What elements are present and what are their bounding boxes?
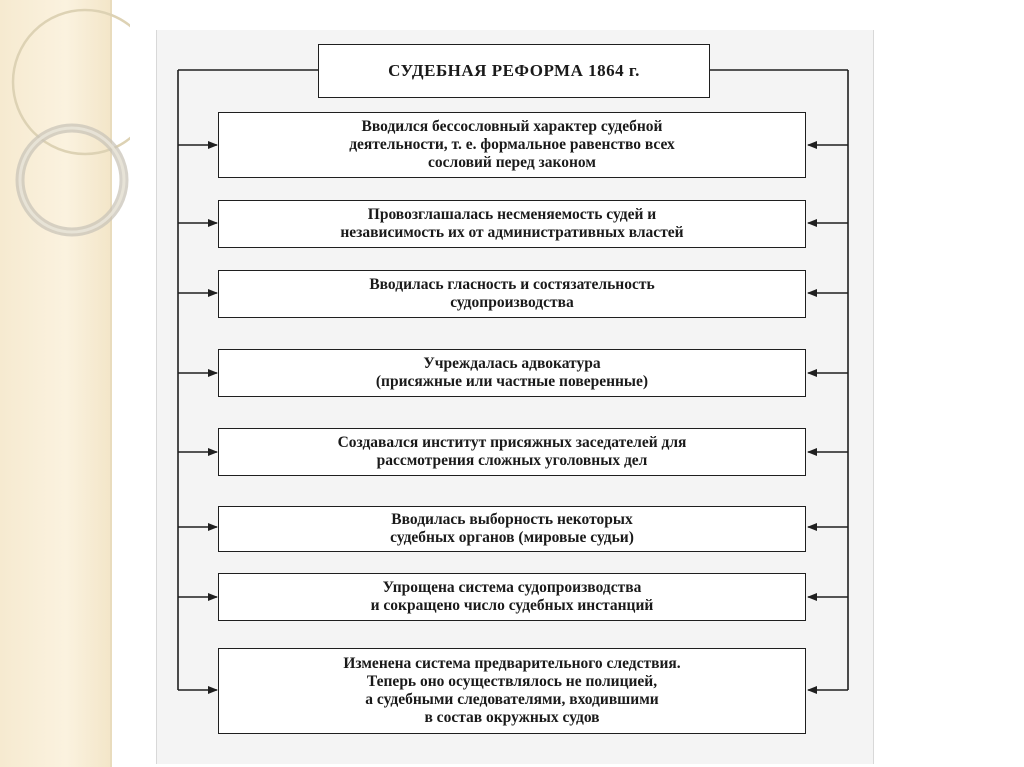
reform-item-text: Вводилась гласность и состязательность судопроизводства xyxy=(369,276,655,311)
reform-item-text: Упрощена система судопроизводства и сокращено число судебных инстанций xyxy=(370,579,654,614)
reform-item-4 xyxy=(218,349,806,397)
reform-item-text: Вводился бессословный характер судебной деятельности, т. е. формальное равенство всех сословий перед законом xyxy=(349,118,675,171)
reform-item-7 xyxy=(218,573,806,621)
reform-item-text: Создавался институт присяжных заседателей для рассмотрения сложных уголовных дел xyxy=(337,434,687,469)
reform-item-text: Вводилась выборность некоторых судебных органов (мировые судьи) xyxy=(390,511,634,546)
reform-item-1 xyxy=(218,112,806,178)
reform-item-text: Изменена система предварительного следствия. Теперь оно осуществлялось не полицией, а судебными следователями, входившими в состав окружных судов xyxy=(343,655,681,726)
reform-item-2 xyxy=(218,200,806,248)
reform-item-5 xyxy=(218,428,806,476)
reform-item-3 xyxy=(218,270,806,318)
reform-item-6 xyxy=(218,506,806,552)
reform-item-text: Учреждалась адвокатура (присяжные или частные поверенные) xyxy=(375,355,649,390)
reform-item-8 xyxy=(218,648,806,734)
reform-item-text: Провозглашалась несменяемость судей и независимость их от административных властей xyxy=(340,206,684,241)
diagram-title: СУДЕБНАЯ РЕФОРМА 1864 г. xyxy=(388,61,640,80)
diagram-title-box xyxy=(318,44,710,98)
